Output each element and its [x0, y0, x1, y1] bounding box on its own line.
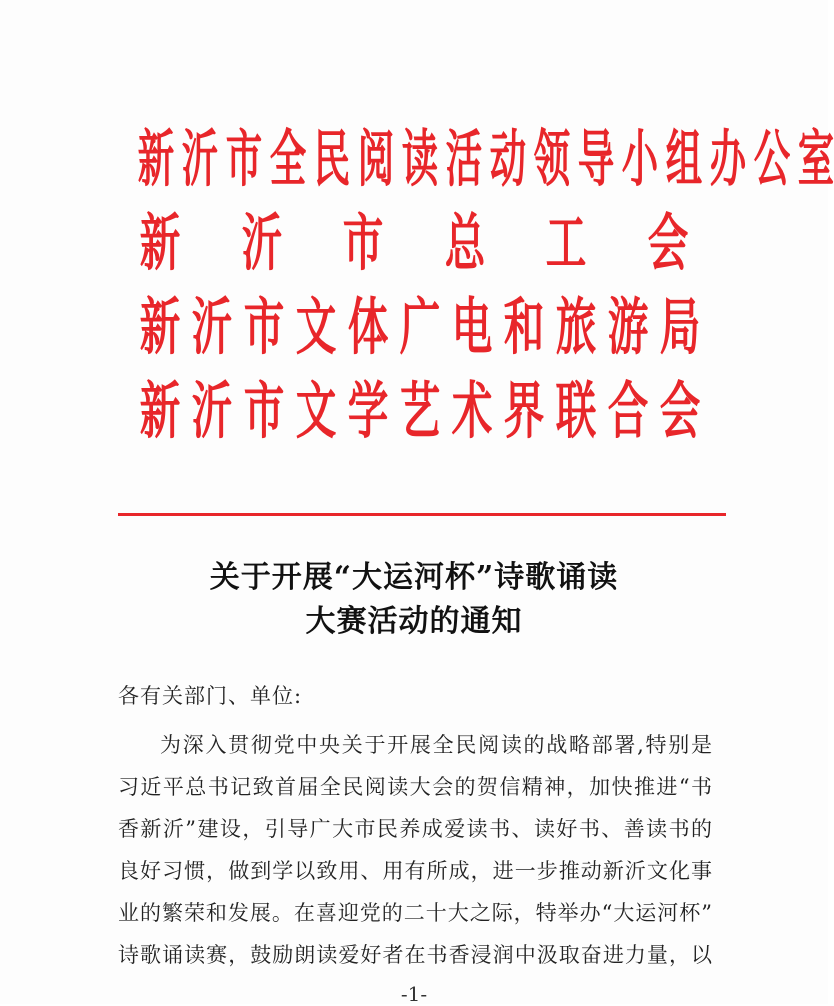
issuer-character: 读	[401, 124, 439, 196]
issuer-character: 市	[243, 292, 285, 364]
body-line: 业的繁荣和发展。在喜迎党的二十大之际，特举办“大运河杯”	[118, 901, 712, 925]
document-title-line-2: 大赛活动的通知	[305, 604, 523, 639]
issuer-character: 新	[139, 376, 181, 448]
page-number: -1-	[400, 982, 428, 1006]
issuer-character: 沂	[191, 292, 233, 364]
issuer-character: 办	[710, 124, 747, 196]
issuer-character: 沂	[191, 376, 233, 448]
issuer-character: 沂	[241, 208, 282, 280]
issuer-character: 公	[754, 124, 791, 196]
issuer-character: 动	[489, 124, 527, 196]
issuer-character: 局	[659, 292, 701, 364]
body-line: 良好习惯，做到学以致用、用有所成，进一步推动新沂文化事	[118, 859, 712, 883]
issuer-character: 全	[269, 124, 307, 196]
issuer-character: 合	[607, 376, 649, 448]
issuer-character: 组	[665, 124, 703, 196]
issuer-character: 游	[607, 292, 649, 364]
issuer-character: 电	[451, 292, 493, 364]
issuer-line-4	[134, 362, 701, 461]
issuer-character: 市	[243, 376, 285, 448]
issuer-character: 文	[295, 376, 337, 448]
issuer-character: 会	[659, 376, 701, 448]
issuer-character: 和	[503, 292, 545, 364]
issuer-character: 沂	[181, 124, 219, 196]
issuer-character: 民	[313, 124, 351, 196]
issuer-character: 广	[399, 292, 441, 364]
issuer-character: 文	[295, 292, 337, 364]
issuer-character: 新	[137, 124, 175, 196]
issuer-character: 学	[347, 376, 389, 448]
issuer-character: 市	[342, 208, 384, 280]
body-line: 习近平总书记致首届全民阅读大会的贺信精神，加快推进“书	[118, 775, 712, 799]
issuer-character: 导	[577, 124, 615, 196]
issuer-character: 艺	[399, 376, 441, 448]
issuer-character: 活	[445, 124, 483, 196]
document-title-line-1: 关于开展“大运河杯”诗歌诵读	[209, 560, 619, 595]
body-line: 香新沂”建设，引导广大市民养成爱读书、读好书、善读书的	[118, 817, 712, 841]
body-line: 诗歌诵读赛，鼓励朗读爱好者在书香浸润中汲取奋进力量，以	[118, 943, 712, 967]
issuer-character: 联	[555, 376, 597, 448]
issuer-character: 总	[444, 208, 486, 280]
issuer-character: 新	[139, 208, 181, 280]
issuer-character: 领	[533, 124, 571, 196]
issuer-character: 工	[546, 208, 587, 280]
body-line: 为深入贯彻党中央关于开展全民阅读的战略部署,特别是	[160, 733, 712, 757]
issuer-character: 界	[503, 376, 545, 448]
red-divider-line	[118, 513, 726, 516]
issuer-character: 市	[225, 124, 263, 196]
issuer-character: 会	[647, 208, 689, 280]
issuer-character: 小	[621, 124, 659, 196]
issuer-character: 阅	[357, 124, 395, 196]
issuer-character: 术	[451, 376, 493, 448]
issuer-character: 体	[347, 292, 389, 364]
issuer-character: 新	[139, 292, 181, 364]
issuing-organizations	[134, 118, 834, 454]
issuer-character: 室	[798, 124, 834, 196]
body-text	[118, 724, 712, 976]
salutation: 各有关部门、单位:	[118, 684, 303, 708]
issuer-character: 旅	[555, 292, 597, 364]
